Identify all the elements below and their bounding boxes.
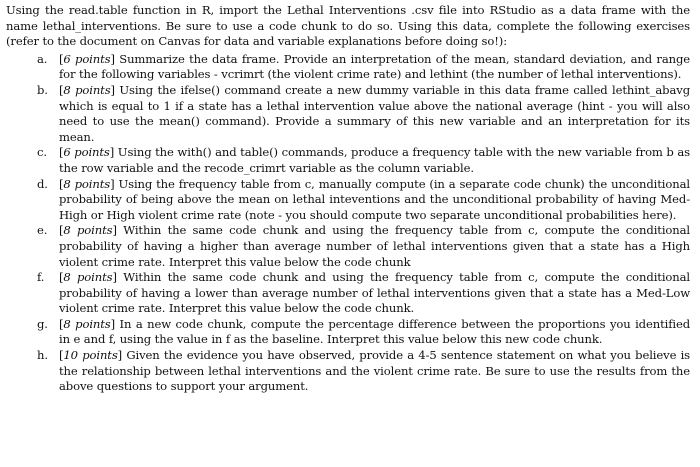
item-description: Within the same code chunk and using the frequency table from c, compute the conditional probability of having a higher than average number of lethal interventions given that a state has a High violent crime rate. Interpret this value below the code chunk — [59, 223, 690, 269]
item-points: 8 points — [63, 270, 113, 285]
item-description: Given the evidence you have observed, provide a 4-5 sentence statement on what you believe is the relationship between lethal interventions and the violent crime rate. Be sure to use the results from the above questions to support your argument. — [59, 348, 691, 394]
item-points: 8 points — [63, 176, 111, 191]
item-points: 8 points — [63, 316, 111, 331]
points-open-bracket: [ — [59, 82, 64, 97]
item-letter: a. — [37, 51, 48, 66]
points-close-bracket: ] — [117, 348, 123, 363]
exercise-item-h — [6, 348, 690, 395]
item-text — [59, 145, 690, 176]
item-description: In a new code chunk, compute the percentage difference between the proportions you identified in e and f, using the value in f as the baseline. Interpret this value below this new code chunk. — [59, 316, 690, 347]
item-text — [59, 52, 690, 83]
exercise-item-f — [6, 270, 690, 317]
exercise-item-c — [6, 145, 690, 176]
item-letter: b. — [37, 82, 48, 97]
points-open-bracket: [ — [59, 145, 64, 160]
item-description: Using the with() and table() commands, produce a frequency table with the new variable from b as the row variable and the recode_crimrt variable as the column variable. — [59, 145, 690, 175]
item-letter: c. — [37, 145, 47, 160]
item-description: Using the ifelse() command create a new dummy variable in this data frame called lethint_abavg which is equal to 1 if a state has a lethal intervention value above the national average (hint - you will also need to use the mean() command). Provide a summary of this new variable and an interpretation for its mean. — [59, 82, 690, 144]
points-close-bracket: ] — [110, 82, 115, 97]
item-points: 6 points — [63, 145, 110, 160]
exercise-item-e — [6, 223, 690, 270]
points-open-bracket: [ — [59, 51, 64, 66]
points-close-bracket: ] — [112, 270, 117, 285]
points-close-bracket: ] — [110, 316, 116, 331]
item-letter: e. — [37, 223, 48, 238]
item-points: 8 points — [63, 82, 111, 97]
intro-paragraph: Using the read.table function in R, import the Lethal Interventions .csv file into RStudio as a data frame with the name lethal_interventions. Be sure to use a code chunk to do so. Using this data, complete the following exercises (refer to the document on Canvas for data and variable explanations before doing so!): — [6, 3, 690, 49]
points-close-bracket: ] — [110, 51, 115, 66]
item-points: 10 points — [63, 348, 118, 363]
points-close-bracket: ] — [110, 176, 115, 191]
exercise-list — [6, 52, 690, 395]
item-description: Summarize the data frame. Provide an interpretation of the mean, standard deviation, and range for the following variables - vcrimrt (the violent crime rate) and lethint (the number of lethal interventions). — [59, 51, 690, 82]
item-text — [59, 317, 690, 348]
exercise-item-g — [6, 317, 690, 348]
points-close-bracket: ] — [109, 145, 115, 160]
item-text — [59, 83, 690, 145]
exercise-item-a — [6, 52, 690, 83]
item-letter: d. — [37, 176, 48, 191]
exercise-item-d — [6, 177, 690, 224]
points-open-bracket: [ — [59, 270, 64, 285]
item-letter: g. — [37, 316, 48, 331]
item-points: 6 points — [63, 51, 111, 66]
item-description: Within the same code chunk and using the frequency table from c, compute the conditional probability of having a lower than average number of lethal interventions given that a state has a Med-Low violent crime rate. Interpret this value below the code chunk. — [59, 270, 690, 316]
points-open-bracket: [ — [59, 316, 64, 331]
item-description: Using the frequency table from c, manually compute (in a separate code chunk) the unconditional probability of being above the mean on lethal inteventions and the unconditional probability of having Med-High or High violent crime rate (note - you should compute two separate unconditional probabilities here). — [59, 176, 690, 222]
item-points: 8 points — [63, 223, 113, 238]
points-open-bracket: [ — [59, 176, 64, 191]
item-letter: h. — [37, 348, 48, 363]
item-text — [59, 223, 690, 270]
exercise-item-b — [6, 83, 690, 145]
item-text — [59, 348, 690, 395]
points-open-bracket: [ — [59, 223, 64, 238]
points-open-bracket: [ — [59, 348, 64, 363]
item-letter: f. — [37, 270, 45, 285]
item-text — [59, 270, 690, 317]
points-close-bracket: ] — [112, 223, 117, 238]
item-text — [59, 177, 690, 224]
